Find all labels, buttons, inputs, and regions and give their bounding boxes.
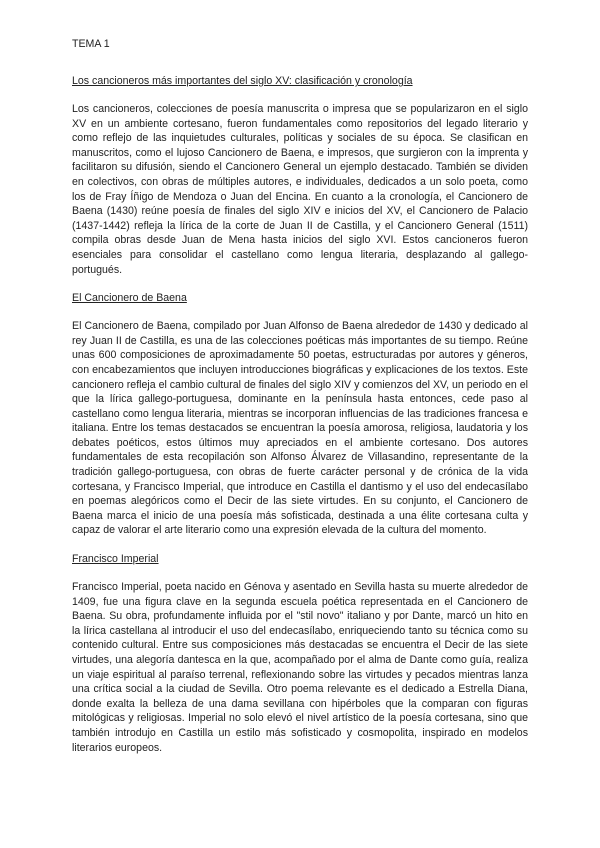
section-heading: Francisco Imperial bbox=[72, 553, 159, 566]
section-francisco-imperial bbox=[72, 552, 528, 755]
section-cancioneros bbox=[72, 74, 528, 277]
section-body: El Cancionero de Baena, compilado por Juan Alfonso de Baena alrededor de 1430 y dedicado al rey Juan II de Castilla, es una de las colecciones poéticas más importantes de su tiempo. Reúne unas 600 composiciones de aproximadamente 50 poetas, estructuradas por autores y géneros, con encabezamientos que incluyen introducciones biográficas y explicaciones de los textos. Este cancionero refleja el cambio cultural de finales del siglo XIV y comienzos del XV, un periodo en el que la lírica gallego-portuguesa, dominante en la península hasta entonces, cede paso al castellano como lengua literaria, mientras se incorporan influencias de las tradiciones francesa e italiana. Entre los temas destacados se encuentran la poesía amorosa, religiosa, laudatoria y los debates poéticos, estos últimos muy apreciados en el ambiente cortesano. Dos autores fundamentales de esta recopilación son Alfonso Álvarez de Villasandino, representante de la tradición gallego-portuguesa, con obras de fuerte carácter personal y de crónica de la vida cortesana, y Francisco Imperial, que introduce en Castilla el dantismo y el uso del endecasílabo en poemas alegóricos como el Decir de las siete virtudes. En su conjunto, el Cancionero de Baena marca el inicio de una poesía más sofisticada, destinada a una élite cortesana culta y capaz de valorar el arte literario como una expresión elevada de la cultura del momento. bbox=[72, 320, 528, 537]
section-body: Francisco Imperial, poeta nacido en Génova y asentado en Sevilla hasta su muerte alrededor de 1409, fue una figura clave en la segunda escuela poética representada en el Cancionero de Baena. Su obra, profundamente influida por el "stil novo" italiano y por Dante, marcó un hito en la lírica castellana al introducir el uso del endecasílabo, enriqueciendo tanto su técnica como su contenido cultural. Entre sus composiciones más destacadas se encuentra el Decir de las siete virtudes, una alegoría dantesca en la que, acompañado por el alma de Dante como guía, realiza un viaje espiritual al paraíso terrenal, reflexionando sobre las virtudes y pecados mientras lanza una crítica social a la ciudad de Sevilla. Otro poema relevante es el dedicado a Estrella Diana, donde exalta la belleza de una dama sevillana con hipérboles que la comparan con figuras mitológicas y religiosas. Imperial no solo elevó el nivel artístico de la poesía cortesana, sino que también introdujo en Castilla un estilo más sofisticado y cosmopolita, inspirado en modelos literarios europeos. bbox=[72, 581, 528, 754]
document-label: TEMA 1 bbox=[72, 38, 110, 50]
section-heading: El Cancionero de Baena bbox=[72, 292, 187, 305]
section-body: Los cancioneros, colecciones de poesía manuscrita o impresa que se popularizaron en el siglo XV en un ambiente cortesano, fueron fundamentales como repositorios del legado literario y como reflejo de las inquietudes culturales, políticas y sociales de su época. Se clasifican en manuscritos, como el lujoso Cancionero de Baena, e impresos, que surgieron con la imprenta y facilitaron su difusión, siendo el Cancionero General un ejemplo destacado. También se dividen en colectivos, con obras de múltiples autores, e individuales, dedicados a un solo poeta, como los de Fray Íñigo de Mendoza o Juan del Encina. En cuanto a la cronología, el Cancionero de Baena (1430) reúne poesía de finales del siglo XIV e inicios del XV, el Cancionero de Palacio (1437-1442) refleja la lírica de la corte de Juan II de Castilla, y el Cancionero General (1511) compila obras desde Juan de Mena hasta inicios del siglo XVI. Estos cancioneros fueron esenciales para consolidar el castellano como lengua literaria, desplazando al gallego-portugués. bbox=[72, 103, 528, 276]
section-cancionero-baena bbox=[72, 291, 528, 538]
document-page bbox=[72, 37, 528, 769]
section-heading: Los cancioneros más importantes del siglo XV: clasificación y cronología bbox=[72, 75, 413, 87]
